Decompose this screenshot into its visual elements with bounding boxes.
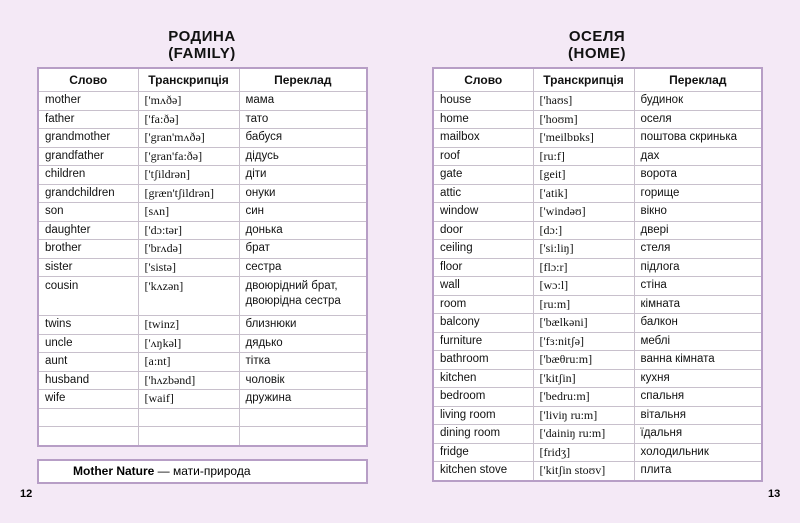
word-cell: fridge (433, 443, 533, 462)
transcription-cell: ['meilbɒks] (533, 129, 634, 148)
transcription-cell: [a:nt] (138, 353, 239, 372)
word-cell: balcony (433, 314, 533, 333)
transcription-cell: [ru:m] (533, 295, 634, 314)
header-translation: Переклад (634, 68, 762, 92)
word-cell: twins (38, 316, 138, 335)
word-cell: son (38, 203, 138, 222)
translation-cell: балкон (634, 314, 762, 333)
translation-cell: дядько (239, 334, 367, 353)
word-cell: bathroom (433, 351, 533, 370)
word-cell: grandchildren (38, 184, 138, 203)
table-row (38, 371, 367, 390)
translation-cell: оселя (634, 110, 762, 129)
header-word: Слово (38, 68, 138, 92)
translation-cell: чоловік (239, 371, 367, 390)
translation-cell: бабуся (239, 129, 367, 148)
word-cell: window (433, 203, 533, 222)
translation-cell: дідусь (239, 147, 367, 166)
transcription-cell: ['kʌzən] (138, 277, 239, 316)
translation-cell (239, 408, 367, 427)
word-cell: attic (433, 184, 533, 203)
table-row (38, 390, 367, 409)
word-cell: mailbox (433, 129, 533, 148)
translation-cell: спальня (634, 388, 762, 407)
word-cell: roof (433, 147, 533, 166)
translation-cell: тітка (239, 353, 367, 372)
word-cell: cousin (38, 277, 138, 316)
table-row (433, 351, 762, 370)
word-cell: furniture (433, 332, 533, 351)
word-cell (38, 427, 138, 446)
transcription-cell: ['windəʊ] (533, 203, 634, 222)
transcription-cell: ['ʌŋkəl] (138, 334, 239, 353)
page-number-left: 12 (20, 488, 33, 500)
table-header (433, 68, 762, 92)
title-line: ОСЕЛЯ (568, 28, 626, 45)
transcription-cell: [wɔ:l] (533, 277, 634, 296)
translation-cell: підлога (634, 258, 762, 277)
transcription-cell (138, 427, 239, 446)
word-cell: father (38, 110, 138, 129)
transcription-cell: ['brʌdə] (138, 240, 239, 259)
table-row (433, 258, 762, 277)
table-row (38, 258, 367, 277)
table-row (433, 221, 762, 240)
word-cell: kitchen (433, 369, 533, 388)
family-table (37, 67, 368, 447)
table-row (433, 425, 762, 444)
home-title (431, 28, 763, 62)
table-row (433, 443, 762, 462)
word-cell: brother (38, 240, 138, 259)
translation-cell: меблі (634, 332, 762, 351)
word-cell: aunt (38, 353, 138, 372)
table-row (433, 332, 762, 351)
table-row (38, 240, 367, 259)
translation-cell: тато (239, 110, 367, 129)
title-line: (HOME) (568, 45, 626, 62)
translation-cell (239, 427, 367, 446)
translation-cell: близнюки (239, 316, 367, 335)
word-cell: husband (38, 371, 138, 390)
word-cell: living room (433, 406, 533, 425)
word-cell: daughter (38, 221, 138, 240)
word-cell: wall (433, 277, 533, 296)
table-row (38, 92, 367, 111)
transcription-cell: ['haʊs] (533, 92, 634, 111)
translation-cell: стіна (634, 277, 762, 296)
word-cell: grandmother (38, 129, 138, 148)
transcription-cell: [fridʒ] (533, 443, 634, 462)
table-row (433, 92, 762, 111)
translation-cell: вітальня (634, 406, 762, 425)
translation-cell: горище (634, 184, 762, 203)
transcription-cell: [twinz] (138, 316, 239, 335)
transcription-cell (138, 408, 239, 427)
table-row (38, 166, 367, 185)
word-cell: dining room (433, 425, 533, 444)
word-cell (38, 408, 138, 427)
translation-cell: ворота (634, 166, 762, 185)
translation-cell: син (239, 203, 367, 222)
table-row (433, 277, 762, 296)
table-row (433, 388, 762, 407)
table-header (38, 68, 367, 92)
word-cell: kitchen stove (433, 462, 533, 481)
word-cell: mother (38, 92, 138, 111)
transcription-cell: ['fɜ:nitʃə] (533, 332, 634, 351)
word-cell: door (433, 221, 533, 240)
header-transcription: Транскрипція (138, 68, 239, 92)
header-transcription: Транскрипція (533, 68, 634, 92)
translation-cell: плита (634, 462, 762, 481)
table-row (433, 314, 762, 333)
mother-nature-box (37, 459, 368, 484)
table-row (433, 369, 762, 388)
transcription-cell: ['mʌðə] (138, 92, 239, 111)
transcription-cell: ['si:liŋ] (533, 240, 634, 259)
transcription-cell: ['dainiŋ ru:m] (533, 425, 634, 444)
translation-cell: сестра (239, 258, 367, 277)
translation-cell: ванна кімната (634, 351, 762, 370)
table-row (433, 462, 762, 481)
table-row (433, 147, 762, 166)
transcription-cell: [sʌn] (138, 203, 239, 222)
table-row (38, 129, 367, 148)
transcription-cell: ['tʃildrən] (138, 166, 239, 185)
family-title (36, 28, 368, 62)
transcription-cell: [dɔ:] (533, 221, 634, 240)
translation-cell: стеля (634, 240, 762, 259)
transcription-cell: [græn'tʃildrən] (138, 184, 239, 203)
transcription-cell: ['liviŋ ru:m] (533, 406, 634, 425)
transcription-cell: ['gran'mʌðə] (138, 129, 239, 148)
word-cell: grandfather (38, 147, 138, 166)
table-row (38, 110, 367, 129)
transcription-cell: ['hʌzbənd] (138, 371, 239, 390)
translation-cell: дружина (239, 390, 367, 409)
table-row (433, 203, 762, 222)
translation-cell: вікно (634, 203, 762, 222)
transcription-cell: ['kitʃin] (533, 369, 634, 388)
translation-cell: діти (239, 166, 367, 185)
title-line: РОДИНА (168, 28, 236, 45)
table-row (38, 427, 367, 446)
word-cell: room (433, 295, 533, 314)
table-row (433, 129, 762, 148)
translation-cell: двері (634, 221, 762, 240)
translation-cell: онуки (239, 184, 367, 203)
word-cell: ceiling (433, 240, 533, 259)
transcription-cell: ['bedru:m] (533, 388, 634, 407)
transcription-cell: ['dɔ:tər] (138, 221, 239, 240)
table-row (433, 295, 762, 314)
transcription-cell: [geit] (533, 166, 634, 185)
translation-cell: донька (239, 221, 367, 240)
translation-cell: мама (239, 92, 367, 111)
table-row (433, 184, 762, 203)
translation-cell: брат (239, 240, 367, 259)
word-cell: home (433, 110, 533, 129)
word-cell: children (38, 166, 138, 185)
table-row (433, 240, 762, 259)
footer-translation: — мати-природа (154, 464, 251, 478)
transcription-cell: ['sistə] (138, 258, 239, 277)
word-cell: floor (433, 258, 533, 277)
translation-cell: холодильник (634, 443, 762, 462)
table-row (38, 203, 367, 222)
table-row (38, 334, 367, 353)
translation-cell: будинок (634, 92, 762, 111)
table-row (38, 221, 367, 240)
translation-cell: кухня (634, 369, 762, 388)
table-row (433, 110, 762, 129)
translation-cell: їдальня (634, 425, 762, 444)
table-row (38, 316, 367, 335)
title-line: (FAMILY) (168, 45, 236, 62)
word-cell: gate (433, 166, 533, 185)
transcription-cell: ['gran'fa:ðə] (138, 147, 239, 166)
translation-cell: двоюрідний брат, двоюрідна сестра (239, 277, 367, 316)
transcription-cell: [flɔ:r] (533, 258, 634, 277)
table-row (38, 408, 367, 427)
word-cell: house (433, 92, 533, 111)
table-row (433, 166, 762, 185)
table-row (38, 147, 367, 166)
table-row (433, 406, 762, 425)
table-row (38, 277, 367, 316)
transcription-cell: ['hoʊm] (533, 110, 634, 129)
table-row (38, 184, 367, 203)
header-word: Слово (433, 68, 533, 92)
footer-term: Mother Nature (73, 464, 155, 478)
table-row (38, 353, 367, 372)
transcription-cell: [ru:f] (533, 147, 634, 166)
translation-cell: дах (634, 147, 762, 166)
page-number-right: 13 (768, 488, 781, 500)
translation-cell: поштова скринька (634, 129, 762, 148)
transcription-cell: ['fa:ðə] (138, 110, 239, 129)
word-cell: bedroom (433, 388, 533, 407)
word-cell: wife (38, 390, 138, 409)
word-cell: uncle (38, 334, 138, 353)
header-translation: Переклад (239, 68, 367, 92)
translation-cell: кімната (634, 295, 762, 314)
transcription-cell: ['bælkəni] (533, 314, 634, 333)
home-table (432, 67, 763, 482)
transcription-cell: [waif] (138, 390, 239, 409)
transcription-cell: ['atik] (533, 184, 634, 203)
transcription-cell: ['kitʃin stoʊv] (533, 462, 634, 481)
word-cell: sister (38, 258, 138, 277)
transcription-cell: ['bæθru:m] (533, 351, 634, 370)
